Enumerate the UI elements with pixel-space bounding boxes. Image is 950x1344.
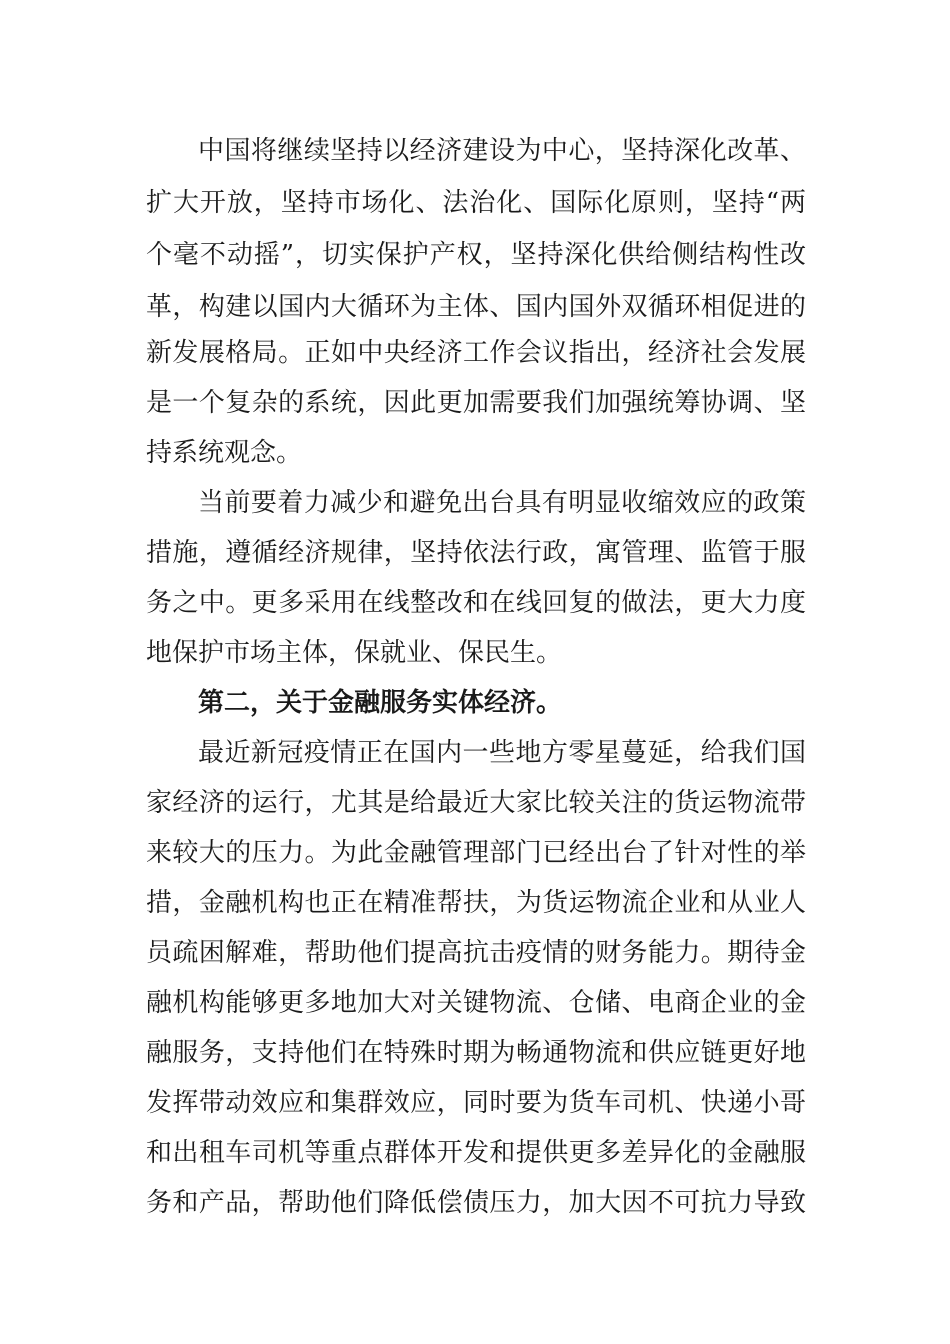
paragraph-1-line-3: 个毫不动摇”，切实保护产权，坚持深化供给侧结构性改: [146, 240, 806, 270]
paragraph-3-line-2: 家经济的运行，尤其是给最近大家比较关注的货运物流带: [146, 788, 806, 818]
paragraph-3-line-3: 来较大的压力。为此金融管理部门已经出台了针对性的举: [146, 838, 806, 868]
paragraph-3-line-7: 融服务，支持他们在特殊时期为畅通物流和供应链更好地: [146, 1038, 806, 1068]
paragraph-1-line-7: 持系统观念。: [146, 438, 303, 468]
paragraph-3-line-6: 融机构能够更多地加大对关键物流、仓储、电商企业的金: [146, 988, 806, 1018]
paragraph-2-line-2: 措施，遵循经济规律，坚持依法行政，寓管理、监管于服: [146, 538, 806, 568]
paragraph-3-line-10: 务和产品，帮助他们降低偿债压力，加大因不可抗力导致: [146, 1188, 806, 1218]
paragraph-2-line-4: 地保护市场主体，保就业、保民生。: [146, 638, 563, 668]
paragraph-1-line-6: 是一个复杂的系统，因此更加需要我们加强统筹协调、坚: [146, 388, 806, 418]
paragraph-1-line-1: 中国将继续坚持以经济建设为中心，坚持深化改革、: [198, 136, 806, 166]
paragraph-1-line-2: 扩大开放，坚持市场化、法治化、国际化原则，坚持“两: [146, 188, 806, 218]
paragraph-3-line-8: 发挥带动效应和集群效应，同时要为货车司机、快递小哥: [146, 1088, 806, 1118]
paragraph-1-line-4: 革，构建以国内大循环为主体、国内国外双循环相促进的: [146, 292, 806, 322]
paragraph-3-line-1: 最近新冠疫情正在国内一些地方零星蔓延，给我们国: [198, 738, 806, 768]
section-heading: 第二，关于金融服务实体经济。: [198, 688, 563, 718]
paragraph-3-line-9: 和出租车司机等重点群体开发和提供更多差异化的金融服: [146, 1138, 806, 1168]
paragraph-3-line-5: 员疏困解难，帮助他们提高抗击疫情的财务能力。期待金: [146, 938, 806, 968]
paragraph-2-line-1: 当前要着力减少和避免出台具有明显收缩效应的政策: [198, 488, 806, 518]
paragraph-3-line-4: 措，金融机构也正在精准帮扶，为货运物流企业和从业人: [146, 888, 806, 918]
paragraph-1-line-5: 新发展格局。正如中央经济工作会议指出，经济社会发展: [146, 338, 806, 368]
paragraph-2-line-3: 务之中。更多采用在线整改和在线回复的做法，更大力度: [146, 588, 806, 618]
